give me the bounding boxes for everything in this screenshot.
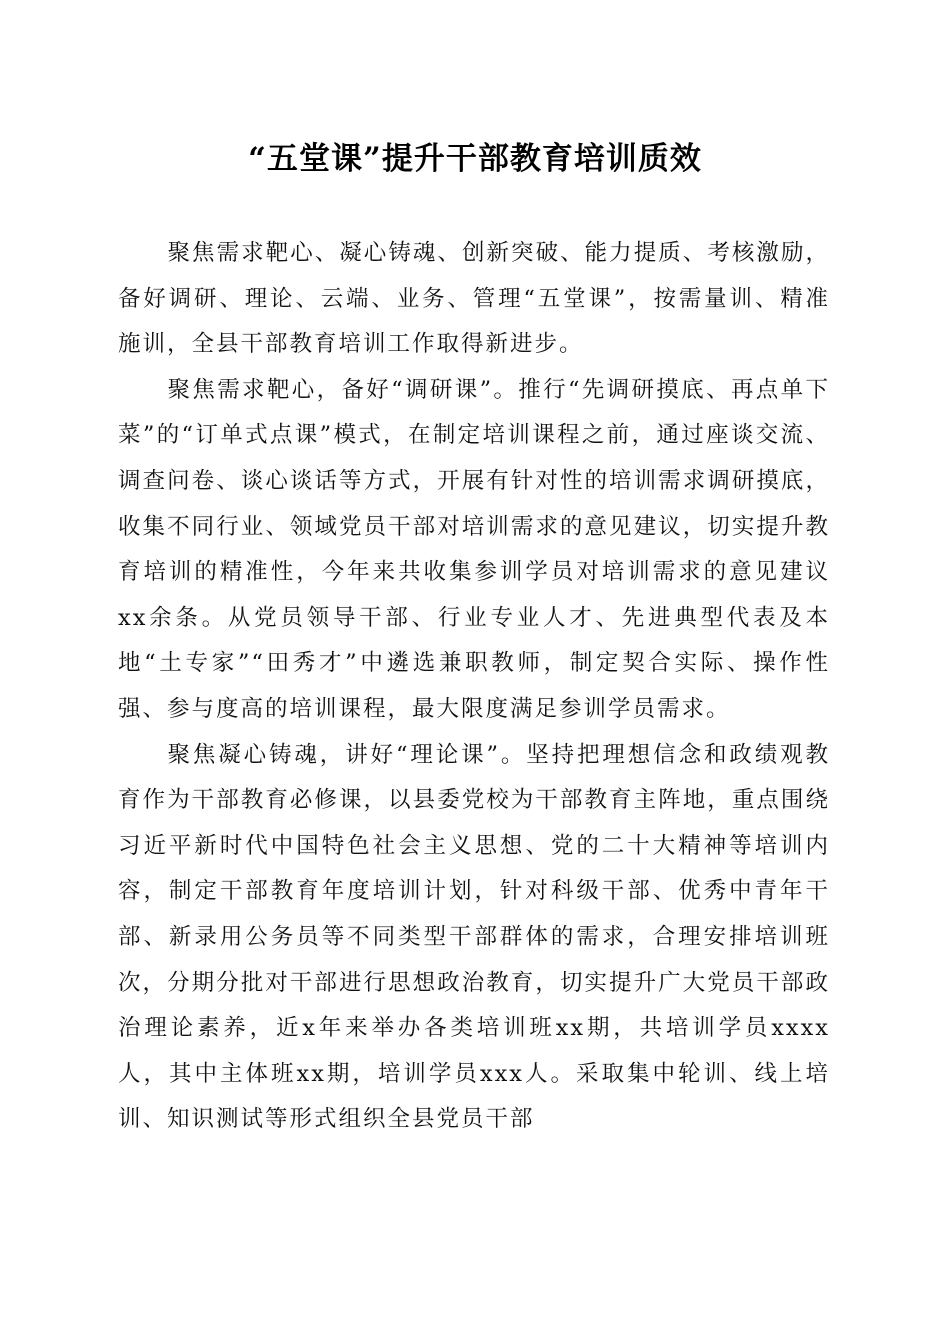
paragraph-research-course: 聚焦需求靶心，备好“调研课”。推行“先调研摸底、再点单下菜”的“订单式点课”模式，在制定培训课程之前，通过座谈交流、调查问卷、谈心谈话等方式，开展有针对性的培训需求调研摸底，收集不同行业、领域党员干部对培训需求的意见建议，切实提升教育培训的精准性，今年来共收集参训学员对培训需求的意见建议xx余条。从党员领导干部、行业专业人才、先进典型代表及本地“土专家”“田秀才”中遴选兼职教师，制定契合实际、操作性强、参与度高的培训课程，最大限度满足参训学员需求。 [118,376,830,722]
paragraph-intro: 聚焦需求靶心、凝心铸魂、创新突破、能力提质、考核激励，备好调研、理论、云端、业务、管理“五堂课”，按需量训、精准施训，全县干部教育培训工作取得新进步。 [118,240,830,358]
document-body [118,231,830,1143]
document-title: “五堂课”提升干部教育培训质效 [248,141,702,177]
paragraph-theory-course: 聚焦凝心铸魂，讲好“理论课”。坚持把理想信念和政绩观教育作为干部教育必修课，以县委党校为干部教育主阵地，重点围绕习近平新时代中国特色社会主义思想、党的二十大精神等培训内容，制定干部教育年度培训计划，针对科级干部、优秀中青年干部、新录用公务员等不同类型干部群体的需求，合理安排培训班次，分期分批对干部进行思想政治教育，切实提升广大党员干部政治理论素养，近x年来举办各类培训班xx期，共培训学员xxxx人，其中主体班xx期，培训学员xxx人。采取集中轮训、线上培训、知识测试等形式组织全县党员干部 [118,741,830,1133]
